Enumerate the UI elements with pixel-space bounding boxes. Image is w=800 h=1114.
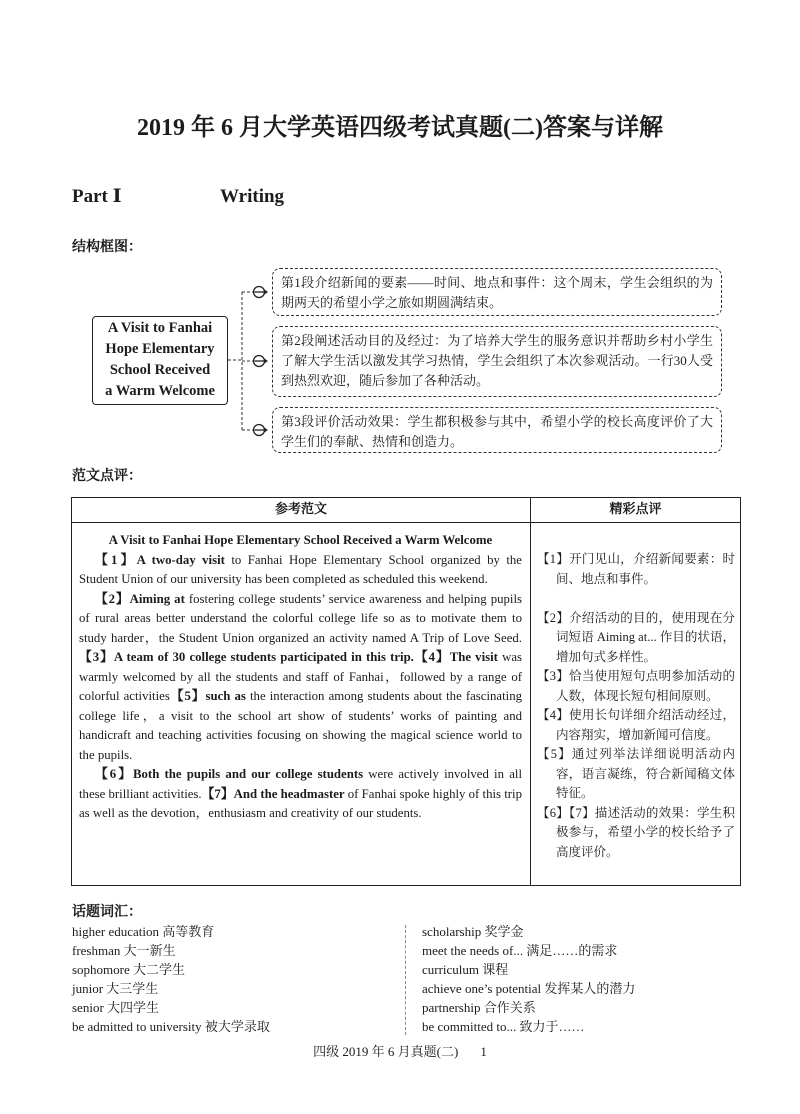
structure-point-2: 第2段阐述活动目的及经过：为了培养大学生的服务意识并帮助乡村小学生了解大学生活以激发其学习热情，学生会组织了本次参观活动。一行30人受到热烈欢迎，随后参加了各种活动。	[272, 326, 722, 397]
comment-1: 【1】开门见山，介绍新闻要素：时间、地点和事件。	[537, 552, 735, 586]
vocabulary-item: curriculum 课程	[422, 962, 509, 977]
vocabulary-item: senior 大四学生	[72, 1000, 160, 1015]
essay-text: was warmly welcomed by all the students and staff of Fanhai，followed by a range of colorful activities	[79, 650, 522, 703]
page-title: 2019 年 6 月大学英语四级考试真题(二)答案与详解	[137, 115, 663, 141]
essay-text: were actively involved in all these brilliant activities.	[79, 767, 522, 801]
vocabulary-heading: 话题词汇：	[72, 904, 142, 920]
page-number: 1	[480, 1044, 487, 1059]
topic-line: A Visit to Fanhai	[107, 320, 213, 336]
vocabulary-item: partnership 合作关系	[422, 1000, 536, 1015]
topic-line: School Received	[109, 362, 211, 378]
vocabulary-divider	[405, 925, 406, 1035]
vocabulary-item: be committed to... 致力于……	[422, 1019, 585, 1034]
review-heading: 范文点评：	[72, 468, 142, 484]
table-body-row	[72, 523, 740, 886]
arrow-circle-icon	[254, 356, 269, 367]
highlight-phrase: 【3】A team of 30 college students participated in this trip.	[79, 650, 414, 664]
part-label: Part Ⅰ	[72, 186, 122, 207]
vocabulary-list-right	[422, 922, 635, 1036]
page-footer	[0, 1043, 800, 1061]
essay-text: of Fanhai spoke highly of this trip as well as the devotion，enthusiasm and creativity of our students.	[79, 786, 522, 820]
essay-text: fostering college students’ service awareness and helping pupils of rural areas better understand the colorful college life so as to motivate them to study harder，the Student Union organized an activity named A Trip of Love Seed.	[79, 591, 522, 645]
vocabulary-list-left	[72, 922, 270, 1036]
highlight-phrase: 【2】Aiming at	[95, 591, 185, 606]
structure-point-1: 第1段介绍新闻的要素——时间、地点和事件：这个周末，学生会组织的为期两天的希望小学之旅如期圆满结束。	[272, 268, 722, 316]
essay-title: A Visit to Fanhai Hope Elementary School Received a Warm Welcome	[108, 533, 493, 547]
vocabulary-item: junior 大三学生	[72, 981, 159, 996]
vocabulary-item: meet the needs of... 满足……的需求	[422, 943, 618, 958]
table-header-row	[72, 498, 740, 523]
vocabulary-item: scholarship 奖学金	[422, 924, 524, 939]
comments-cell	[531, 523, 740, 886]
comment-5: 【5】通过列举法详细说明活动内容，语言凝练，符合新闻稿文体特征。	[537, 747, 735, 800]
highlight-phrase: 【5】such as	[169, 689, 246, 703]
essay-paragraph-2	[79, 590, 522, 766]
arrow-circle-icon	[254, 287, 269, 298]
column-header-sample: 参考范文	[72, 498, 531, 522]
review-table	[71, 497, 741, 886]
comment-4: 【4】使用长句详细介绍活动经过，内容翔实，增加新闻可信度。	[537, 708, 735, 742]
essay-paragraph-1	[79, 551, 522, 590]
vocabulary-item: freshman 大一新生	[72, 943, 176, 958]
comment-6-7: 【6】【7】描述活动的效果：学生积极参与，希望小学的校长给予了高度评价。	[537, 805, 735, 859]
highlight-phrase: 【4】The visit	[413, 650, 498, 664]
highlight-phrase: 【1】A two-day visit	[95, 552, 225, 567]
topic-line: a Warm Welcome	[105, 383, 215, 399]
topic-line: Hope Elementary	[105, 341, 215, 357]
footer-text: 四级 2019 年 6 月真题(二)	[313, 1044, 459, 1059]
essay-paragraph-3	[79, 765, 522, 824]
sample-essay-cell	[72, 523, 531, 886]
essay-text: the interaction among students about the fascinating college life，a visit to the school art show of students’ works of painting and handicraft and teaching activities focusing on showing the magical science world to the pupils.	[79, 689, 523, 762]
comment-3: 【3】恰当使用短句点明参加活动的人数，体现长短句相间原则。	[537, 669, 735, 703]
highlight-phrase: 【6】Both the pupils and our college students	[95, 767, 364, 781]
structure-connectors	[225, 280, 275, 445]
topic-box	[92, 316, 228, 405]
essay-text: to Fanhai Hope Elementary School organized by the Student Union of our university has been completed as scheduled this weekend.	[79, 552, 522, 586]
part-name: Writing	[220, 186, 285, 207]
arrow-circle-icon	[254, 425, 269, 436]
comment-2: 【2】介绍活动的目的，使用现在分词短语 Aiming at... 作目的状语，增加句式多样性。	[537, 610, 735, 664]
highlight-phrase: 【7】And the headmaster	[201, 786, 345, 801]
vocabulary-item: be admitted to university 被大学录取	[72, 1019, 270, 1034]
column-header-comments: 精彩点评	[609, 502, 662, 517]
structure-heading: 结构框图：	[72, 239, 142, 255]
vocabulary-item: sophomore 大二学生	[72, 962, 186, 977]
vocabulary-item: achieve one’s potential 发挥某人的潜力	[422, 981, 636, 996]
vocabulary-item: higher education 高等教育	[72, 924, 215, 939]
structure-point-3: 第3段评价活动效果：学生都积极参与其中，希望小学的校长高度评价了大学生们的奉献、热情和创造力。	[272, 407, 722, 453]
